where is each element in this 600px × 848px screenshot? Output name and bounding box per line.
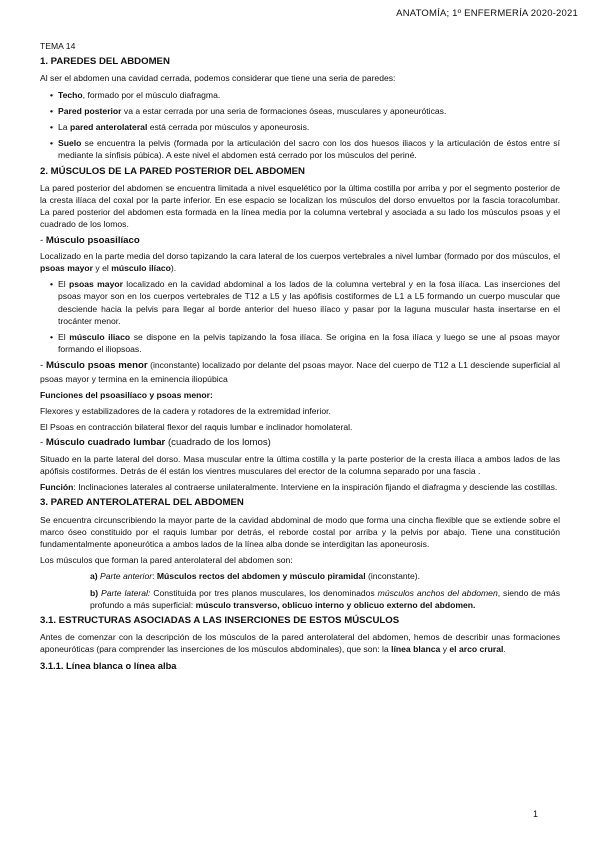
dash: - <box>40 234 46 246</box>
section-3-1-paragraph <box>40 631 560 655</box>
text: , formado por el músculo diafragma. <box>82 89 221 100</box>
running-header: ANATOMÍA; 1º ENFERMERÍA 2020-2021 <box>396 8 578 19</box>
term: Músculo psoasilíaco <box>45 234 140 246</box>
dash: - <box>40 437 46 449</box>
text: : <box>152 571 157 582</box>
psoasiliaco-paragraph <box>40 250 560 274</box>
subheading-cuadrado-lumbar <box>40 437 560 449</box>
list-item <box>40 331 560 355</box>
section-1-heading: 1. PAREDES DEL ABDOMEN <box>40 56 170 68</box>
text: , siendo de más profundo a más superficial: <box>90 587 561 610</box>
term: línea blanca <box>391 644 441 655</box>
psoas-menor-paragraph <box>40 359 560 384</box>
text: ). <box>170 263 177 274</box>
bullet-icon: • <box>50 89 54 100</box>
term: psoas mayor <box>68 279 123 290</box>
text: Localizado en la parte media del dorso tapizando la cara lateral de los cuerpos vertebrales a nivel lumbar (formado por dos músculos, el <box>40 250 560 261</box>
page-number: 1 <box>532 809 538 819</box>
text: : Inclinaciones laterales al contraerse unilateralmente. Interviene en la inspiración fijando el diafragma y desciende las costillas. <box>73 482 558 493</box>
cuadrado-paragraph: Situado en la parte lateral del dorso. Masa muscular entre la última costilla y la parte posterior de la cresta ilíaca a ambos lados de las apófisis costiformes. Detrás de él están los vientres musculares del erector de la columna separado por una fascia . <box>40 453 560 476</box>
section-3-intro: Los músculos que forman la pared anterolateral del abdomen son: <box>40 555 293 566</box>
list-item <box>40 570 560 582</box>
text: localizado en la cavidad abdominal a los lados de la columna vertebral y en la fosa ilíaca. Las inserciones del psoas mayor son en los cuerpos vertebrales de T12 a L5 y las apófisis costiformes de L1 a L5 formando un cuerpo muscular que desciende hacia la pelvis para llegar al borde anterior del hueso ilíaco y pasar por la laguna muscular hasta insertarse en el trocánter menor. <box>58 279 560 326</box>
term: psoas mayor <box>40 263 94 274</box>
label: b) <box>90 587 102 598</box>
text: se encuentra la pelvis (formada por la articulación del sacro con los dos huesos iliacos y la articulación de éstos entre sí mediante la sínfisis púbica). A este nivel el abdomen está cerrado por los músculos del periné. <box>58 138 560 161</box>
list-item <box>40 587 560 611</box>
term: Parte lateral: <box>101 587 151 598</box>
funcion-paragraph <box>40 481 560 493</box>
text: está cerrada por músculos y aponeurosis. <box>147 122 310 133</box>
text: . <box>503 644 506 655</box>
label: a) <box>90 571 101 582</box>
term: músculos anchos del abdomen <box>377 587 498 598</box>
bullet-icon: • <box>50 122 54 133</box>
text: Constituida por tres planos musculares, los denominados <box>150 587 378 598</box>
section-3-heading: 3. PARED ANTEROLATERAL DEL ABDOMEN <box>40 497 244 509</box>
term: músculo ilíaco <box>111 263 171 274</box>
term: el arco crural <box>449 644 504 655</box>
list-item <box>40 121 560 133</box>
text: y el <box>93 263 112 274</box>
bullet-icon: • <box>50 279 54 290</box>
list-item <box>40 137 560 161</box>
section-2-paragraph: La pared posterior del abdomen se encuentra limitada a nivel esquelético por la última costilla por arriba y por el segmento posterior de la cresta ilíaca del coxal por la parte inferior. En ese espacio se localizan los músculos del dorso envueltos por la fascia toracolumbar. La pared posterior del abdomen esta formada en la línea media por la columna vertebral y asociada a su lado los músculos psoas y el cuadrado de los lomos. <box>40 182 560 230</box>
text: (cuadrado de los lomos) <box>165 437 271 449</box>
term: pared anterolateral <box>69 122 148 133</box>
term: Techo <box>58 89 83 100</box>
functions-title: Funciones del psoasilíaco y psoas menor: <box>40 389 213 400</box>
text: La <box>58 122 70 133</box>
page-content <box>40 40 560 675</box>
list-item <box>40 278 560 327</box>
function-line: El Psoas en contracción bilateral flexor del raquis lumbar e inclinador homolateral. <box>40 422 353 433</box>
text: El <box>58 332 70 343</box>
section-3-1-heading: 3.1. ESTRUCTURAS ASOCIADAS A LAS INSERCIONES DE ESTOS MÚSCULOS <box>40 614 400 626</box>
text: El <box>58 279 69 290</box>
text: (inconstante) localizado por delante del psoas mayor. Nace del cuerpo de T12 a L1 desciende superficial al psoas mayor y termina en la eminencia iliopúbica <box>40 360 560 384</box>
subheading-psoasiliaco <box>40 235 560 247</box>
text: va a estar cerrada por una seria de formaciones óseas, musculares y aponeuróticas. <box>121 105 447 116</box>
term: Músculo psoas menor <box>46 360 148 372</box>
list-item <box>40 105 560 117</box>
bullet-icon: • <box>50 332 54 343</box>
section-3-1-1-heading: 3.1.1. Línea blanca o línea alba <box>40 659 177 671</box>
term: Suelo <box>58 138 82 149</box>
text: se dispone en la pelvis tapizando la fosa ilíaca. Se origina en la fosa ilíaca y luego se une al psoas mayor formando el iliopsoas. <box>58 332 560 355</box>
term: Parte anterior <box>100 571 153 582</box>
function-line: Flexores y estabilizadores de la cadera y rotadores de la extremidad inferior. <box>40 406 331 417</box>
term: Músculos rectos del abdomen y músculo piramidal <box>156 571 366 582</box>
term: Función <box>40 482 74 493</box>
list-item <box>40 89 560 101</box>
term: Pared posterior <box>58 105 122 116</box>
tema-label: TEMA 14 <box>40 41 76 51</box>
text: y <box>440 644 450 655</box>
term: Músculo cuadrado lumbar <box>45 437 166 449</box>
section-1-intro: Al ser el abdomen una cavidad cerrada, podemos considerar que tiene una seria de paredes: <box>40 73 396 84</box>
text: Antes de comenzar con la descripción de los músculos de la pared anterolateral del abdomen, hemos de describir unas formaciones aponeuróticas (para comprender las inserciones de los músculos abdominales), que son: la <box>40 632 560 655</box>
term: músculo iliaco <box>69 332 131 343</box>
section-2-heading: 2. MÚSCULOS DE LA PARED POSTERIOR DEL ABDOMEN <box>40 165 305 177</box>
text: (inconstante). <box>365 571 421 582</box>
dash: - <box>40 360 46 372</box>
bullet-icon: • <box>50 138 54 149</box>
bullet-icon: • <box>50 105 54 116</box>
term: músculo transverso, oblicuo interno y oblicuo externo del abdomen. <box>195 599 476 610</box>
section-3-paragraph: Se encuentra circunscribiendo la mayor parte de la cavidad abdominal de modo que forma una cincha flexible que se extiende sobre el marco óseo constituido por el raquis lumbar por detrás, el reborde costal por arriba y la pelvis por abajo. Tiene una constitución fundamentalmente aponeurótica a ambos lados de la línea alba donde se interdigitan las aponeurosis. <box>40 514 560 549</box>
